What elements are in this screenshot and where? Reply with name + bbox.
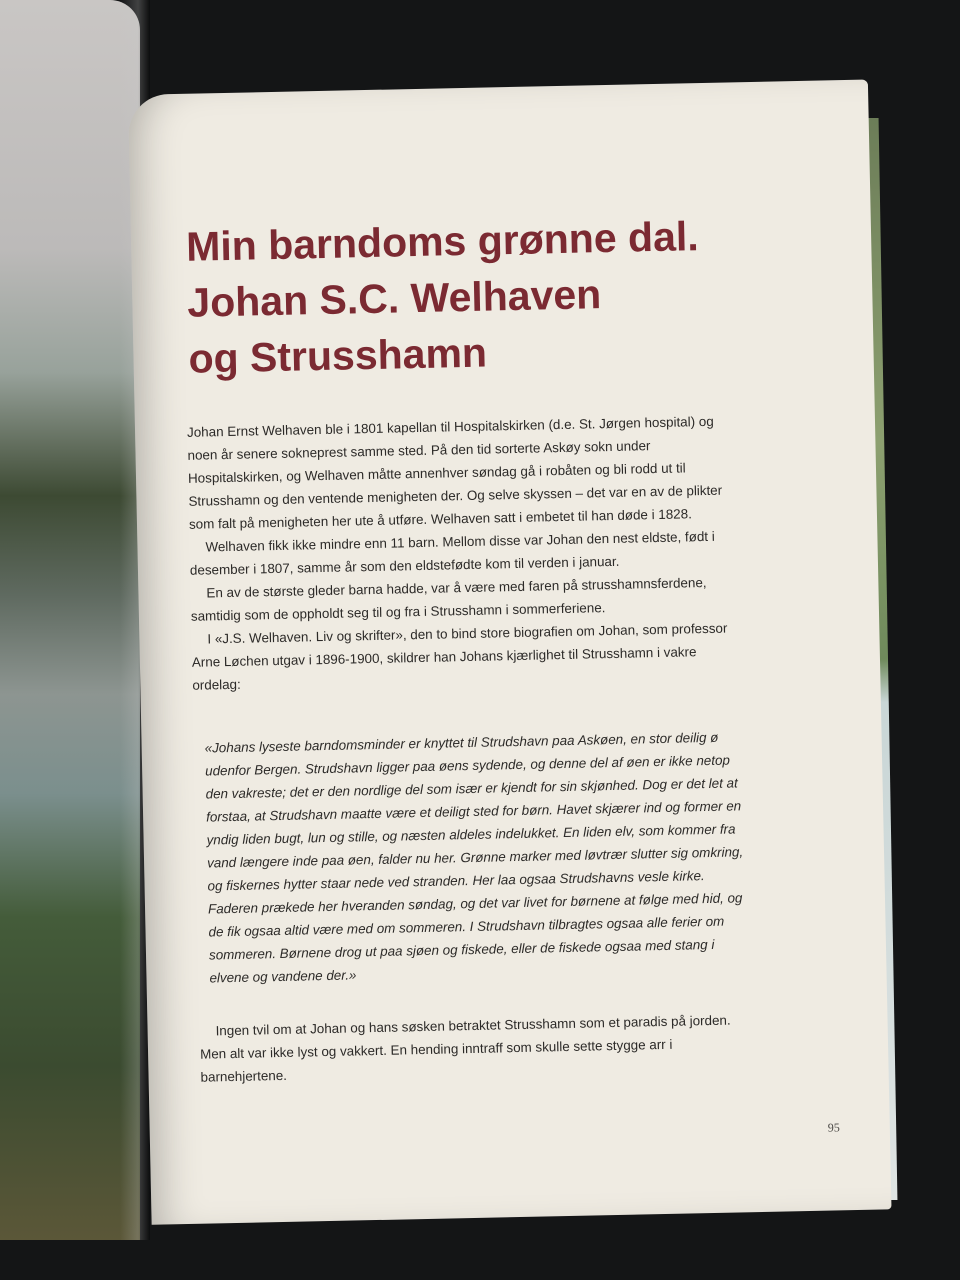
left-page-photo — [0, 0, 140, 1240]
closing-paragraph: Ingen tvil om at Johan og hans søsken betraktet Strusshamn som et paradis på jorden. Men alt var ikke lyst og vakkert. En hending inntraff som skulle sette stygge arr i barnehjertene. — [199, 1012, 731, 1085]
title-line-1: Min barndoms grønne dal. — [185, 213, 700, 270]
chapter-title — [186, 206, 809, 387]
book-page — [128, 80, 892, 1225]
title-line-3: og Strusshamn — [188, 329, 488, 382]
paragraph-2: Welhaven fikk ikke mindre enn 11 barn. Mellom disse var Johan den nest eldste, født i desember i 1807, samme år som den eldstefødte kom til verden i januar. — [189, 528, 715, 578]
page-number: 95 — [827, 1120, 840, 1135]
closing-text — [199, 1008, 745, 1088]
paragraph-1: Johan Ernst Welhaven ble i 1801 kapellan til Hospitalskirken (d.e. St. Jørgen hospital) og noen år senere sokneprest samme sted. På den tid sorterte Askøy sokn under Hospitalskirken, og Welhaven måtte annenhver søndag gå i robåten og bli rodd ut til Strusshamn og den ventende menigheten der. Og selve skyssen – det var en av de plikter som falt på menigheten her ute å utføre. Welhaven satt i embetet til han døde i 1828. — [186, 413, 723, 532]
body-text — [187, 409, 738, 696]
paragraph-4: I «J.S. Welhaven. Liv og skrifter», den to bind store biografien om Johan, som professor Arne Løchen utgav i 1896-1900, skildrer han Johans kjærlighet til Strusshamn i vakre ordelag: — [191, 620, 728, 693]
block-quote: «Johans lyseste barndomsminder er knyttet til Strudshavn paa Askøen, en stor deilig ø udenfor Bergen. Strudshavn ligger paa øens sydende, og denne del af øen er ikke netop den vakreste; det er den nordlige del som især er kjendt for sin skjønhed. Dog er det let at forstaa, at Strudshavn maatte være et deiligt sted for børn. Havet skjærer ind og former en yndig liden bugt, lun og stille, og næsten aldeles indelukket. En liden elv, som kommer fra vand længere inde paa øen, falder nu her. Grønne marker med løvtrær slutter sig omkring, og fiskernes hytter staar nede ved stranden. Her laa ogsaa Strudshavns vesle kirke. Faderen prækede her hveranden søndag, og det var livet for børnene at følge med hid, og de fik ogsaa altid være med om sommeren. I Strudshavn tilbragtes ogsaa alle ferier om sommeren. Børnene drog ut paa sjøen og fiskede, eller de fiskede ogsaa med stang i elvene og vandene der.» — [204, 729, 744, 986]
title-line-2: Johan S.C. Welhaven — [186, 271, 602, 326]
paragraph-3: En av de største gleder barna hadde, var å være med faren på strusshamnsferdene, samtidig som de oppholdt seg til og fra i Strusshamn i sommerferiene. — [190, 574, 707, 624]
